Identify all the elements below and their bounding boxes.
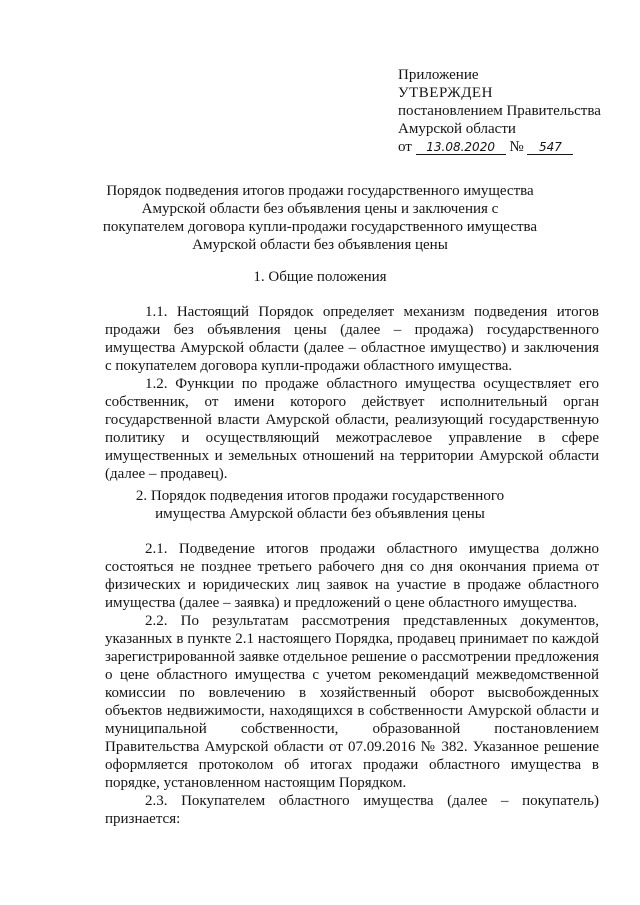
section-1-body	[105, 303, 599, 483]
paragraph-1-2: 1.2. Функции по продаже областного имущества осуществляет его собственник, от имени которого действует исполнительный орган государственной власти Амурской области, реализующий государственную политику и осуществляющий межотраслевое управление в сфере имущественных и земельных отношений на территории Амурской области (далее – продавец).	[105, 376, 599, 482]
section-1-heading: 1. Общие положения	[253, 269, 387, 285]
paragraph-2-1: 2.1. Подведение итогов продажи областного имущества должно состояться не позднее третьего рабочего дня со дня окончания приема от физических и юридических лиц заявок на участие в продаже областного имущества (далее – заявка) и предложений о цене областного имущества.	[105, 541, 599, 611]
paragraph-2-3: 2.3. Покупателем областного имущества (далее – покупатель) признается:	[105, 793, 599, 827]
approval-number: 547	[527, 140, 573, 155]
paragraph-2-2: 2.2. По результатам рассмотрения представленных документов, указанных в пункте 2.1 настоящего Порядка, продавец принимает по каждой зарегистрированной заявке отдельное решение о рассмотрении предложения о цене областного имущества с учетом рекомендаций межведомственной комиссии по вовлечению в хозяйственный оборот высвобожденных объектов недвижимости, находящихся в собственности Амурской области и муниципальной собственности, образованной постановлением Правительства Амурской области от 07.09.2016 № 382. Указанное решение оформляется протоколом об итогах продажи областного имущества в порядке, установленном настоящим Порядком.	[105, 613, 599, 791]
approval-appendix-label: Приложение	[398, 67, 479, 83]
approval-date: 13.08.2020	[416, 140, 506, 155]
approval-number-label: №	[509, 139, 524, 155]
approval-approved-label: УТВЕРЖДЕН	[398, 85, 493, 101]
approval-region-label: Амурской области	[398, 121, 516, 137]
approval-from-label: от	[398, 139, 412, 155]
paragraph-1-1: 1.1. Настоящий Порядок определяет механизм подведения итогов продажи без объявления цены (далее – продажа) государственного имущества Амурской области (далее – областное имущество) и заключения с покупателем договора купли-продажи областного имущества.	[105, 304, 599, 374]
approval-resolution-label: постановлением Правительства	[398, 103, 601, 119]
section-2-heading: 2. Порядок подведения итогов продажи государственного имущества Амурской области без объявления цены	[135, 488, 505, 522]
approval-date-line	[398, 138, 618, 156]
section-2-body	[105, 540, 599, 828]
approval-stamp	[398, 66, 618, 156]
document-title: Порядок подведения итогов продажи государственного имущества Амурской области без объявления цены и заключения с покупателем договора купли-продажи государственного имущества Амурской области без объявления цены	[102, 183, 538, 253]
